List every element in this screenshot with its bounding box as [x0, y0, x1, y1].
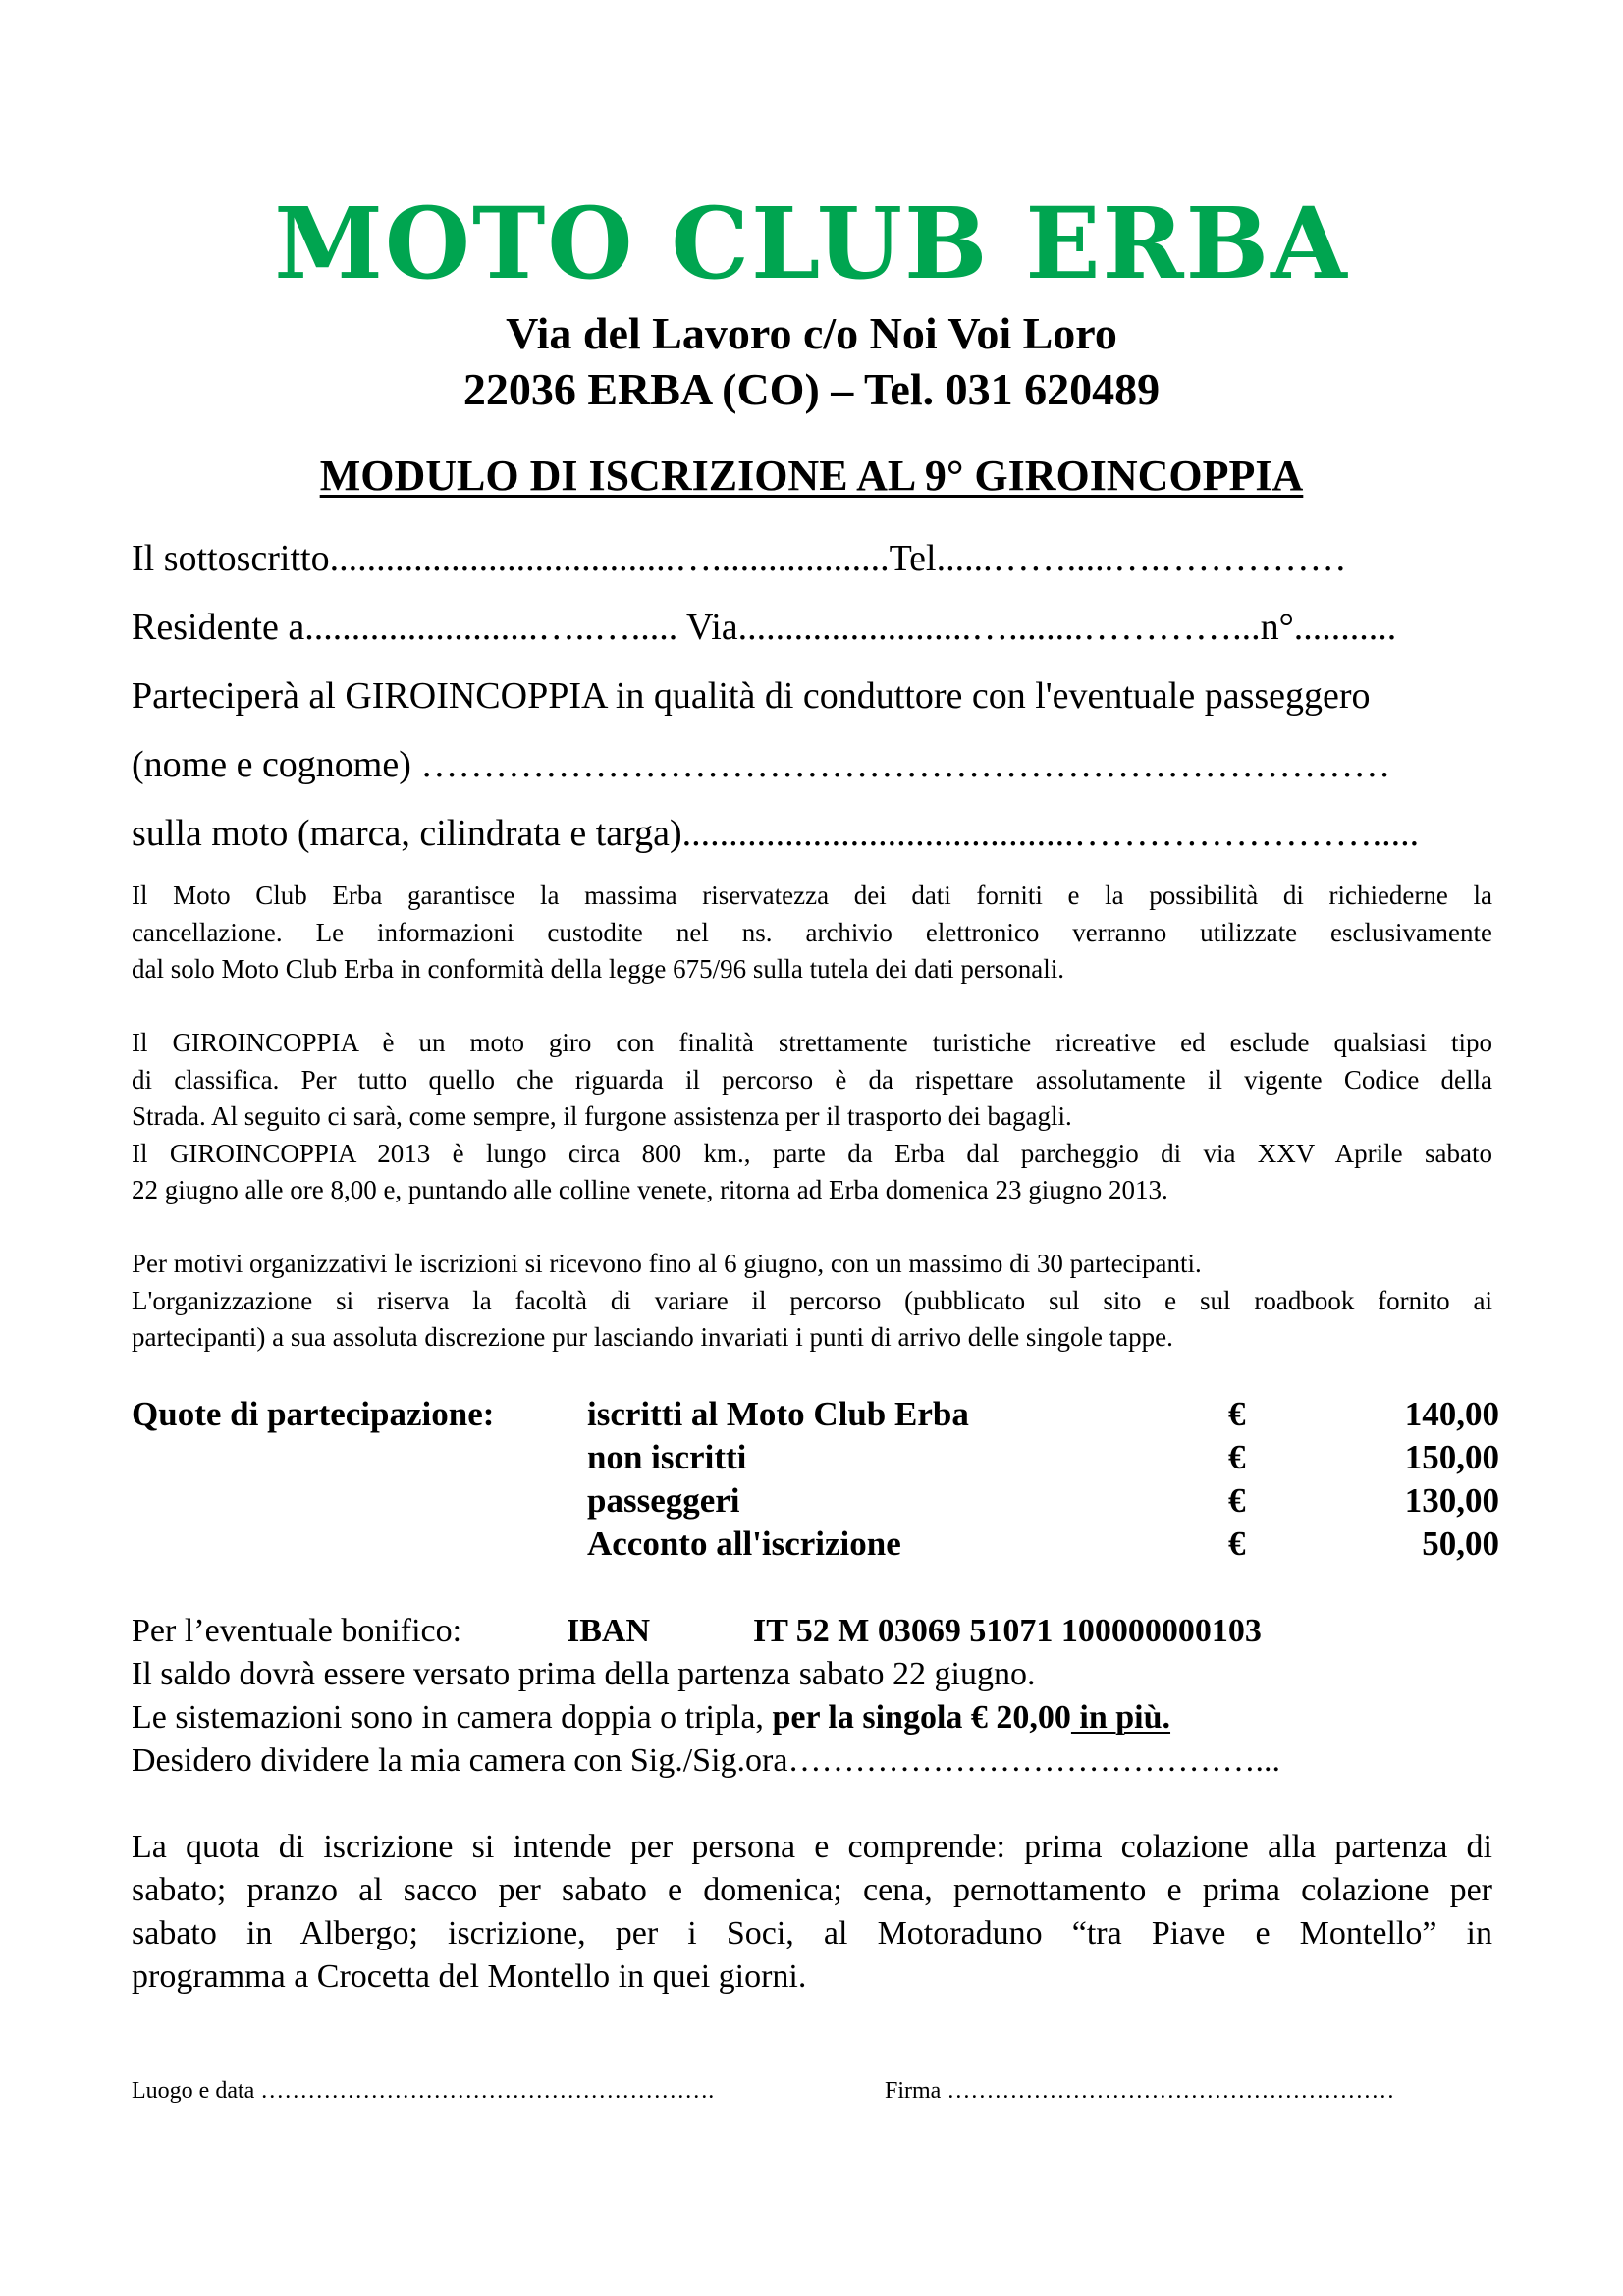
rooms-line: [132, 1696, 1170, 1739]
inclusions-line: sabato in Albergo; iscrizione, per i Soci, al Motoraduno “tra Piave e Montello” in: [132, 1915, 1492, 1951]
description-paragraph: [132, 1025, 1492, 1209]
fee-name: Acconto all'iscrizione: [587, 1524, 901, 1563]
privacy-line: cancellazione. Le informazioni custodite nel ns. archivio elettronico verranno utilizzate esclusivamente: [132, 917, 1492, 947]
signature-field: Firma …………………………………………………: [885, 2078, 1395, 2104]
fee-currency: €: [1228, 1481, 1246, 1520]
fee-currency: €: [1228, 1395, 1246, 1433]
fees-label: Quote di partecipazione:: [132, 1395, 495, 1433]
place-date-field: Luogo e data ………………………………………………….: [132, 2078, 715, 2104]
balance-line: Il saldo dovrà essere versato prima della partenza sabato 22 giugno.: [132, 1656, 1036, 1692]
description-line: 22 giugno alle ore 8,00 e, puntando alle colline venete, ritorna ad Erba domenica 23 giugno 2013.: [132, 1175, 1168, 1204]
fee-amount: 140,00: [1404, 1395, 1499, 1433]
fee-amount: 150,00: [1404, 1438, 1499, 1476]
residence-line: Residente a.........................…..…..... Via.........................…........…………...n°...........: [132, 607, 1397, 648]
club-title: MOTO CLUB ERBA: [274, 186, 1349, 301]
fee-name: iscritti al Moto Club Erba: [587, 1395, 969, 1433]
inclusions-line: La quota di iscrizione si intende per persona e comprende: prima colazione alla partenza di: [132, 1829, 1492, 1865]
fee-name: non iscritti: [587, 1438, 747, 1476]
description-line: Strada. Al seguito ci sarà, come sempre, il furgone assistenza per il trasporto dei bagagli.: [132, 1101, 1072, 1131]
form-heading-text: MODULO DI ISCRIZIONE AL 9° GIROINCOPPIA: [319, 452, 1304, 500]
organization-line: partecipanti) a sua assoluta discrezione pur lasciando invariati i punti di arrivo delle singole tappe.: [132, 1322, 1173, 1352]
organization-line: Per motivi organizzativi le iscrizioni si ricevono fino al 6 giugno, con un massimo di 30 partecipanti.: [132, 1249, 1202, 1278]
fee-currency: €: [1228, 1438, 1246, 1476]
privacy-line: Il Moto Club Erba garantisce la massima riservatezza dei dati forniti e la possibilità di richiederne la: [132, 881, 1492, 910]
fee-name: passeggeri: [587, 1481, 740, 1520]
description-line: Il GIROINCOPPIA 2013 è lungo circa 800 km., parte da Erba dal parcheggio di via XXV Aprile sabato: [132, 1138, 1492, 1168]
motorcycle-line: sulla moto (marca, cilindrata e targa)..........................................…………………….....: [132, 813, 1420, 854]
privacy-line: dal solo Moto Club Erba in conformità della legge 675/96 sulla tutela dei dati personali.: [132, 954, 1065, 984]
subscriber-line: Il sottoscritto.....................................…...................Tel......…….....….……………: [132, 538, 1347, 579]
inclusions-line: sabato; pranzo al sacco per sabato e domenica; cena, pernottamento e prima colazione per: [132, 1872, 1492, 1908]
single-room-extra: in più.: [1070, 1699, 1171, 1735]
organization-paragraph: [132, 1246, 1492, 1357]
bank-transfer-line: [132, 1610, 1262, 1653]
inclusions-paragraph: [132, 1826, 1492, 1999]
description-line: di classifica. Per tutto quello che riguarda il percorso è da rispettare assolutamente il vigente Codice della: [132, 1064, 1492, 1095]
inclusions-line: programma a Crocetta del Montello in quei giorni.: [132, 1958, 807, 1995]
fee-amount: 130,00: [1404, 1481, 1499, 1520]
privacy-paragraph: [132, 878, 1492, 988]
iban-label: IBAN: [567, 1613, 651, 1649]
form-heading: [0, 450, 1623, 503]
description-line: Il GIROINCOPPIA è un moto giro con finalità strettamente turistiche ricreative ed esclude qualsiasi tipo: [132, 1028, 1492, 1057]
fee-amount: 50,00: [1422, 1524, 1499, 1563]
rooms-text: Le sistemazioni sono in camera doppia o tripla,: [132, 1699, 764, 1735]
single-room-supplement: per la singola € 20,00: [772, 1699, 1071, 1735]
bank-transfer-label: Per l’eventuale bonifico:: [132, 1613, 462, 1649]
roommate-line: Desidero dividere la mia camera con Sig./Sig.ora……………………………………...: [132, 1742, 1280, 1779]
fee-currency: €: [1228, 1524, 1246, 1563]
passenger-line: (nome e cognome) ……………………………………………………………………: [132, 744, 1391, 785]
club-address-line1: Via del Lavoro c/o Noi Voi Loro: [506, 308, 1117, 358]
iban-value: IT 52 M 03069 51071 100000000103: [753, 1613, 1262, 1649]
organization-line: L'organizzazione si riserva la facoltà di variare il percorso (pubblicato sul sito e sul roadbook fornito ai: [132, 1285, 1492, 1315]
participation-line: Parteciperà al GIROINCOPPIA in qualità di conduttore con l'eventuale passeggero: [132, 675, 1371, 717]
club-address-line2: 22036 ERBA (CO) – Tel. 031 620489: [462, 364, 1161, 414]
